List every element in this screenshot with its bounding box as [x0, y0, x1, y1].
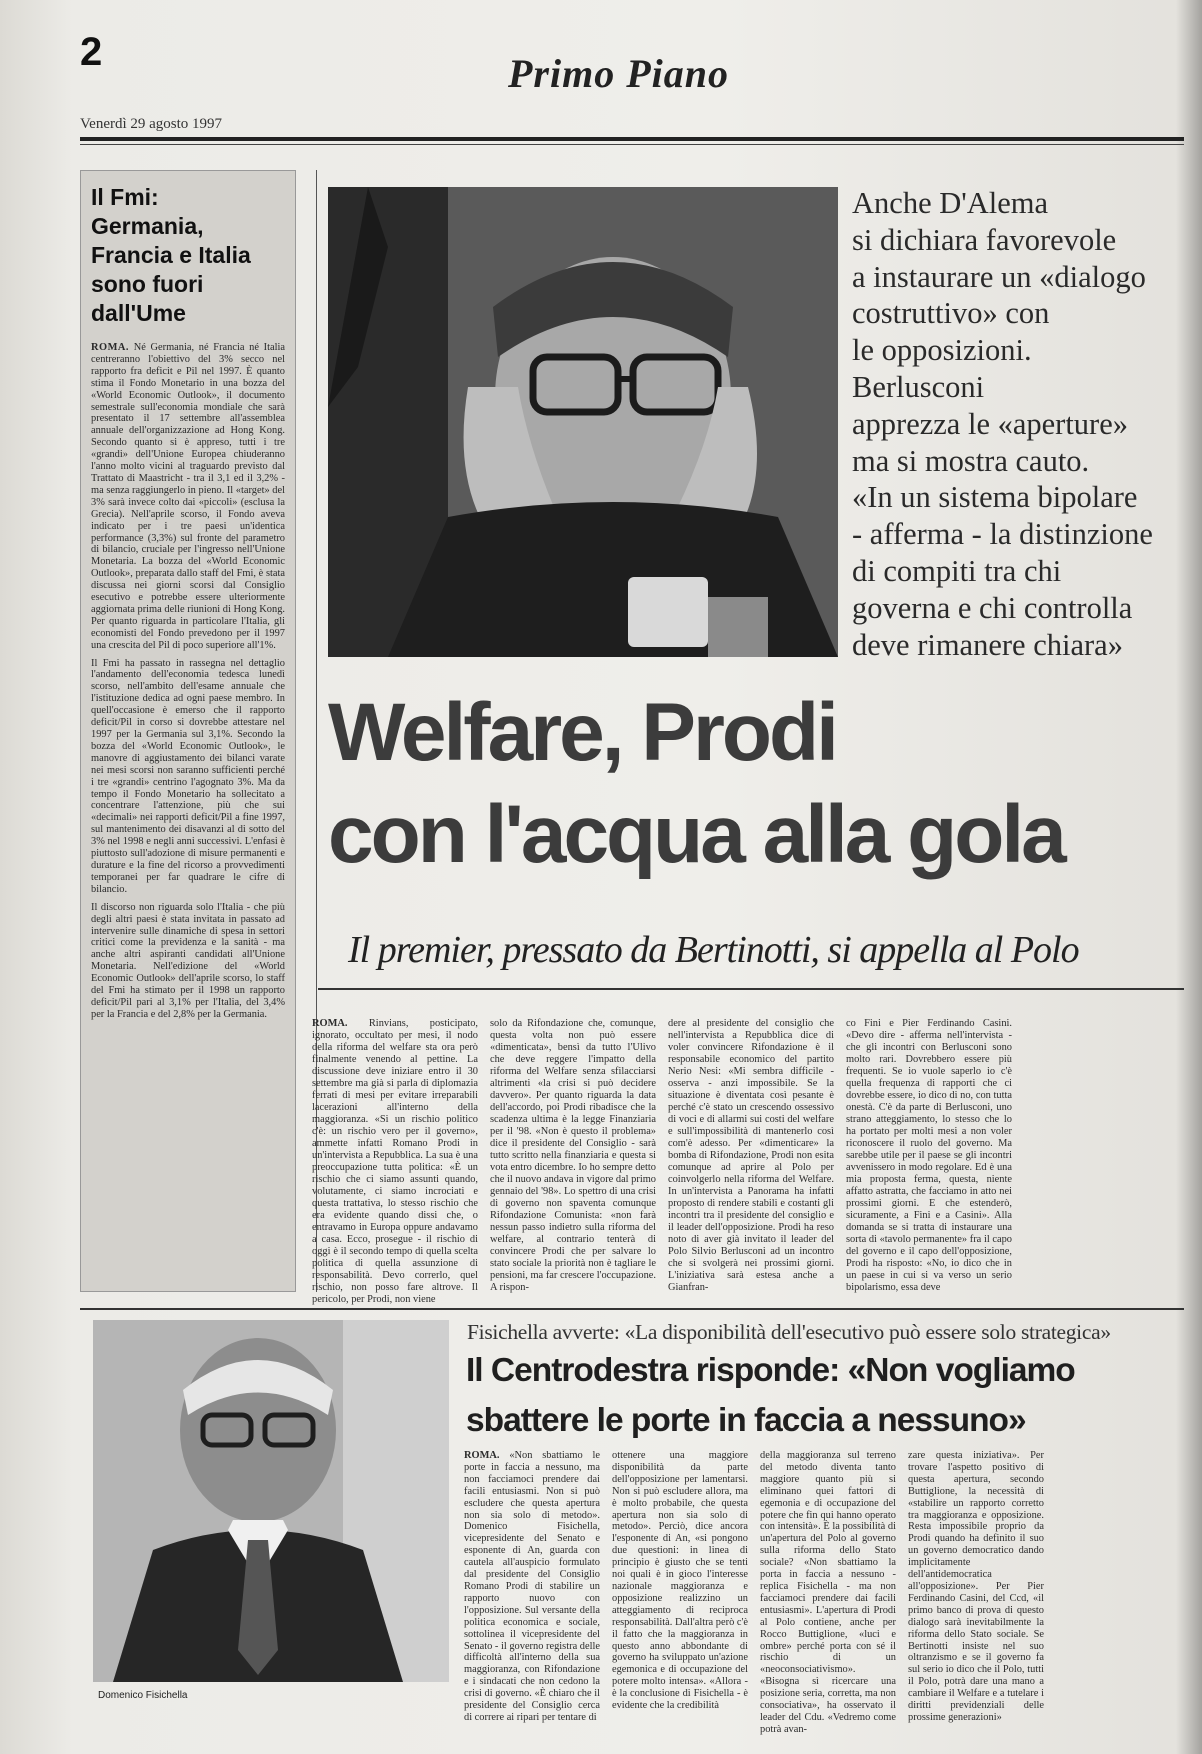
article-column	[668, 1018, 834, 1296]
column-text: dere al presidente del consiglio che nell'intervista a Repubblica dice di voler convincere Rifondazione è il responsabile economico del partito Nerio Nesi: «Mi sembra difficile - osserva - anzi impossibile. Se la situazione è diventata così pesante è perché c'è stato un crescendo ossessivo di voci e di allarmi sui costi del welfare e sull'impossibilità di mantenerlo così com'è adesso. Per «dimenticare» la bomba di Rifondazione, Prodi non esita comunque ad aprire al Polo per coinvolgerlo nella riforma del Welfare. In un'intervista a Panorama ha infatti proposto di rendere stabili e costanti gli incontri tra il presidente del consiglio e il leader dell'opposizione. Prodi ha reso noto di aver già invitato il leader del Polo Silvio Berlusconi ad un incontro che si svolgerà nei prossimi giorni. L'iniziativa sarà estesa anche a Gianfran-	[668, 1018, 834, 1293]
main-dateline: ROMA.	[312, 1018, 348, 1029]
section-rule	[80, 1308, 1184, 1310]
headline-rule	[318, 988, 1184, 990]
article-column	[846, 1018, 1012, 1296]
article-column	[908, 1450, 1044, 1723]
sidebar-paragraph	[91, 342, 285, 652]
column-text-span: «Non sbattiamo le porte in faccia a nessuno, ma non facciamoci prendere dai facili entusiasmi. Non si può escludere che questa apertura non sia solo di metodo». Domenico Fisichella, vicepresidente del Senato e esponente di An, guarda con cautela all'auspicio formulato dal presidente del Consiglio Romano Prodi di stabilire un rapporto nuovo con l'opposizione. Sul versante della politica economica e sociale, sottolinea il vicepresidente del Senato - il governo registra delle difficoltà all'interno della sua maggioranza, con Rifondazione e i sindacati che non cedono la crisi di governo. «È chiaro che il presidente del Consiglio cerca di correre ai ripari per tentare di	[464, 1450, 600, 1723]
article-column	[490, 1018, 656, 1296]
sidebar-paragraph: Il Fmi ha passato in rassegna nel dettaglio l'andamento dell'economia tedesca lunedì scorso, nell'ambito dell'esame annuale che l'istituzione dedica ad ogni paese membro. In quell'occasione è emerso che il rapporto deficit/Pil in corso si dovrebbe attestare nel 1997 per la Germania sul 3,1%. Secondo la bozza del «World Economic Outlook», le manovre di aggiustamento dei bilanci varate nei mesi scorsi non saranno sufficienti perché i tre «grandi» centrino l'agognato 3%. Ma da tempo il Fondo Monetario ha sollecitato a concentrare l'attenzione, più che sui «decimali» nei rapporti deficit/Pil a fine 1997, sul mantenimento dei disavanzi al di sotto del 3% nel 1998 e negli anni successivi. L'enfasi è piuttosto sull'adozione di misure permanenti e durature e la fine del ricorso a provvedimenti temporanei per far quadrare le cifre di bilancio.	[91, 657, 285, 895]
sidebar-paragraph-text: Né Germania, né Francia né Italia centreranno l'obiettivo del 3% secco nel rapporto fra deficit e Pil nel 1997. È quanto stima il Fondo Monetario in una bozza del «World Economic Outlook», il documento semestrale sull'economia mondiale che sarà presentato il 17 settembre all'assemblea annuale dell'organizzazione ad Hong Kong. Secondo quanto si è appreso, tutti i tre «grandi» dell'Unione Europea chiuderanno l'anno molto vicini al traguardo previsto dal Trattato di Maastricht - tra il 3,1 ed il 3,2% - ma senza raggiungerlo in pieno. Il «target» del 3% sarà invece colto dai «piccoli» (esclusa la Grecia). Nell'aprile scorso, il Fondo aveva indicato per i tre paesi un'identica performance (3,3%) sul fronte del parametro di bilancio, cruciale per l'ingresso nell'Unione Monetaria. La bozza del «World Economic Outlook», preparata dallo staff del Fmi, è stata discussa nei giorni scorsi dal Consiglio esecutivo e potrebbe essere ulteriormente aggiornata prima delle riunioni di Hong Kong. Per quanto riguarda in particolare l'Italia, gli economisti del Fondo prevedono per il 1997 una crescita del Pil di poco superiore all'1%.	[91, 342, 285, 651]
header-rule	[80, 137, 1184, 141]
column-text	[312, 1018, 478, 1306]
article-column	[464, 1450, 600, 1723]
header-rule-thin	[80, 144, 1184, 145]
prodi-photo-illustration	[328, 187, 838, 657]
sidebar-title: Il Fmi: Germania, Francia e Italia sono fuori dall'Ume	[91, 184, 251, 326]
page-number: 2	[80, 30, 103, 74]
column-text: zare questa iniziativa». Per trovare l'aspetto positivo di questa apertura, secondo Buttiglione, la necessità di «stabilire un rapporto corretto tra maggioranza e opposizione. Resta impossibile proprio da Prodi quando ha definito il suo un governo democratico dando implicitamente dell'antidemocratica all'opposizione». Per Pier Ferdinando Casini, del Ccd, «il primo banco di prova di questo dialogo sarà inevitabilmente la riforma dello Stato sociale. Se Bertinotti insiste nel suo oltranzismo e se il governo fa sul serio io dico che il Polo, tutti il Polo, potrà dare una mano a cambiare il Welfare e a tutelare i diritti previdenziali delle prossime generazioni»	[908, 1450, 1044, 1723]
main-article-body	[312, 1018, 1192, 1305]
main-headline: Welfare, Prodi con l'acqua alla gola	[328, 687, 1064, 880]
second-kicker: Fisichella avverte: «La disponibilità dell'esecutivo può essere solo strategica»	[467, 1320, 1111, 1344]
sidebar-box	[80, 170, 296, 1292]
fisichella-photo-illustration	[93, 1320, 449, 1682]
article-column	[612, 1450, 748, 1712]
sidebar-paragraph: Il discorso non riguarda solo l'Italia - che più degli altri paesi è stata invitata in passato ad intervenire sulle dinamiche di spesa in settori critici come la previdenza e la sanità - ma anche altri aspiranti candidati all'Unione Monetaria. Nell'edizione del «World Economic Outlook» dell'aprile scorso, lo staff del Fmi ha stimato per il 1998 un rapporto deficit/Pil pari al 3,1% per l'Italia, del 3,4% per la Francia e del 2,8% per la Germania.	[91, 901, 285, 1020]
prodi-photo	[328, 187, 838, 657]
column-text	[464, 1450, 600, 1724]
section-title: Primo Piano	[508, 51, 730, 96]
pull-quote: Anche D'Alema si dichiara favorevole a instaurare un «dialogo costruttivo» con le opposizioni. Berlusconi apprezza le «aperture» ma si mostra cauto. «In un sistema bipolare - afferma - la distinzione di compiti tra chi governa e chi controlla deve rimanere chiara»	[852, 186, 1153, 662]
column-text: ottenere una maggiore disponibilità da parte dell'opposizione per lamentarsi. Non si può escludere allora, ma è molto probabile, che questa apertura non sia solo di metodo». Perciò, dice ancora l'esponente di An, «si pongono due questioni: in linea di principio è giusto che se tenti noi quali è in gioco l'interesse nazionale maggioranza e opposizione realizzino un atteggiamento di reciproca responsabilità. Dall'altra però c'è il fatto che la maggioranza in questo anno abbondante di governo ha sviluppato un'azione egemonica e di occupazione del potere molto intensa». «Allora - è la conclusione di Fisichella - è evidente che la credibilità	[612, 1450, 748, 1712]
publication-date: Venerdì 29 agosto 1997	[80, 116, 223, 132]
photo-caption: Domenico Fisichella	[98, 1690, 188, 1701]
column-text-span: Rinvians, posticipato, ignorato, occultato per mesi, il nodo della riforma del welfare sta ora però finalmente venendo al pettine. La discussione deve iniziare entro il 30 settembre ma già si parla di diplomazia ferrati di mesi per evitare irreparabili lacerazioni all'interno della maggioranza. «Si un rischio politico c'è: un rischio vero per il governo», ammette infatti Romano Prodi in un'intervista a Repubblica. La sua è una preoccupazione tutta politica: «È un rischio che ci siamo assunti quando, volutamente, ci siamo incrociati e questa trattativa, lo stesso rischio che era evidente quando dissi che, o entravamo in Europa oppure andavamo a casa. Ecco, prosegue - il rischio di oggi è il secondo tempo di quella scelta politica di quella assunzione di responsabilità. Devo correrlo, quel rischio, non posso fare altrove. Il pericolo, per Prodi, non viene	[312, 1018, 478, 1305]
column-text: della maggioranza sul terreno del metodo diventa tanto maggiore quanto più si eliminano quei fattori di egemonia e di occupazione del potere che fin qui hanno operato con intensità». È la possibilità di un'apertura del Polo al governo sulla riforma dello Stato sociale? «Non sbattiamo la porta in faccia a nessuno - replica Fisichella - ma non facciamoci prendere dai facili entusiasmi». L'apertura di Prodi al Polo contiene, anche per Rocco Buttiglione, «luci e ombre» perché porta con sé il rischio di un «neoconsociativismo». «Bisogna sì ricercare una posizione seria, corretta, ma non consociativa», ha osservato il leader del Cdu. «Vedremo come potrà avan-	[760, 1450, 896, 1735]
column-text: solo da Rifondazione che, comunque, questa volta non può essere «dimenticata», bensì da tutto l'Ulivo che deve reggere l'impatto della riforma del Welfare senza sfilacciarsi altrimenti «la crisi si può decidere davvero». Per quanto riguarda la data dell'accordo, poi Prodi ribadisce che la scadenza ultima è la legge Finanziaria per il '98. «Non è questo il problema» dice il presidente del Consiglio - sarà tutto scritto nella finanziaria e questa si vota entro dicembre. Io ho sempre detto che il nuovo andava in vigore dal primo gennaio del '98». Lo spettro di una crisi di governo non spaventa comunque Rifondazione Comunista: «non farà nessun passo indietro sulla riforma del welfare, al contrario tenterà di convincere Prodi che per salvare lo stato sociale la priorità non è tagliare le pensioni, ma far crescere l'occupazione. A rispon-	[490, 1018, 656, 1293]
second-article-body	[464, 1450, 1192, 1735]
sidebar-dateline: ROMA.	[91, 342, 129, 353]
second-headline: Il Centrodestra risponde: «Non vogliamo sbattere le porte in faccia a nessuno»	[466, 1352, 1075, 1439]
column-text: co Fini e Pier Ferdinando Casini. «Devo dire - afferma nell'intervista - che gli incontri con Berlusconi sono molto rari. Dovrebbero essere più frequenti. Se io vuole saperlo io c'è quella frequenza di rapporti che ci dovrebbe essere, io dico di no, con tutta onestà. C'è da parte di Berlusconi, uno strano atteggiamento, lo stesso che lo ha portato per molti mesi a non voler riconoscere il ruolo del governo. Ma sarebbe utile per il paese se gli incontri avvenissero in modo regolare. Ed è una mia proposta ferma, questa, niente affatto astratta, che facciamo in atto nei prossimi giorni. E che estenderò, sicuramente, a Fini e a Casini». Alla domanda se si tratta di instaurare una sorta di «tavolo permanente» fra il capo del governo e il capo dell'opposizione, Prodi ha risposto: «No, io dico che in un paese in cui si va verso un serio bipolarismo, essa deve	[846, 1018, 1012, 1293]
main-subheadline: Il premier, pressato da Bertinotti, si appella al Polo	[348, 929, 1079, 971]
fisichella-photo	[93, 1320, 449, 1682]
second-dateline: ROMA.	[464, 1450, 500, 1461]
article-column	[312, 1018, 478, 1305]
article-column	[760, 1450, 896, 1735]
